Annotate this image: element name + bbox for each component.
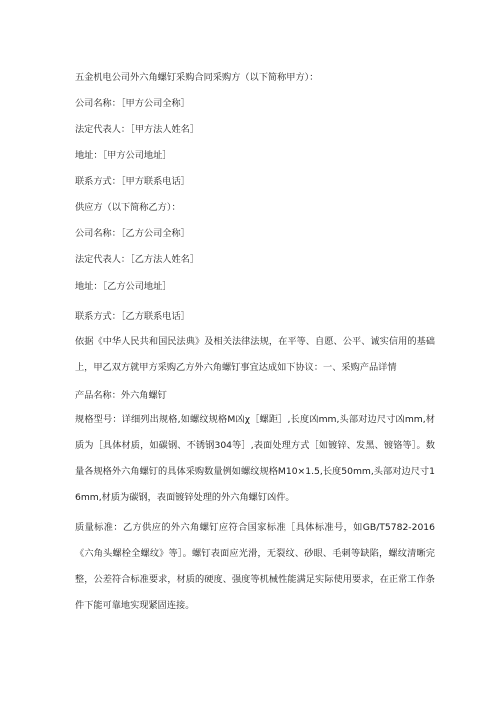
contract-title-line: 五金机电公司外六角螺钉采购合同采购方（以下简称甲方）： bbox=[75, 72, 319, 83]
specification-paragraph: 规格型号：详细列出规格,如螺纹规格M凶χ［螺距］,长度凶mm,头部对边尺寸凶mm,材质为［具体材质，如碳钢、不锈钢304等］,表面处理方式［如镀锌、发黑、镀铬等］。数量各规格外六角螺钉的具体采购数量例如螺纹规格M10×1.5,长度50mm,头部对边尺寸16mm,材质为碳钢，表面镀锌处理的外六角螺钉凶件。 bbox=[75, 414, 435, 503]
party-b-legal-rep: 法定代表人：［乙方法人姓名］ bbox=[75, 254, 200, 265]
quality-standard-paragraph: 质量标准：乙方供应的外六角螺钉应符合国家标准［具体标准号，如GB/T5782-2016《六角头螺栓全螺纹》等］。螺钉表面应光滑，无裂纹、砂眼、毛刺等缺陷，螺纹清晰完整，公差符合标准要求，材质的硬度、强度等机械性能满足实际使用要求，在正常工作条件下能可靠地实现紧固连接。 bbox=[75, 522, 435, 611]
party-a-legal-rep: 法定代表人：［甲方法人姓名］ bbox=[75, 124, 200, 135]
party-b-address: 地址：［乙方公司地址］ bbox=[75, 281, 172, 292]
party-b-contact: 联系方式：［乙方联系电话］ bbox=[75, 311, 190, 322]
legal-basis-paragraph: 依据《中华人民共和国民法典》及相关法律法规，在平等、自愿、公平、诚实信用的基础上，甲乙双方就甲方采购乙方外六角螺钉事宜达成如下协议：一、采购产品详情 bbox=[75, 336, 435, 373]
party-a-contact: 联系方式：［甲方联系电话］ bbox=[75, 176, 190, 187]
party-b-company: 公司名称：［乙方公司全称］ bbox=[75, 228, 190, 239]
party-a-company: 公司名称：［甲方公司全称］ bbox=[75, 98, 190, 109]
party-a-address: 地址：［甲方公司地址］ bbox=[75, 150, 172, 161]
supplier-heading: 供应方（以下简称乙方）： bbox=[75, 202, 181, 213]
product-name: 产品名称：外六角螺钉 bbox=[75, 390, 167, 401]
